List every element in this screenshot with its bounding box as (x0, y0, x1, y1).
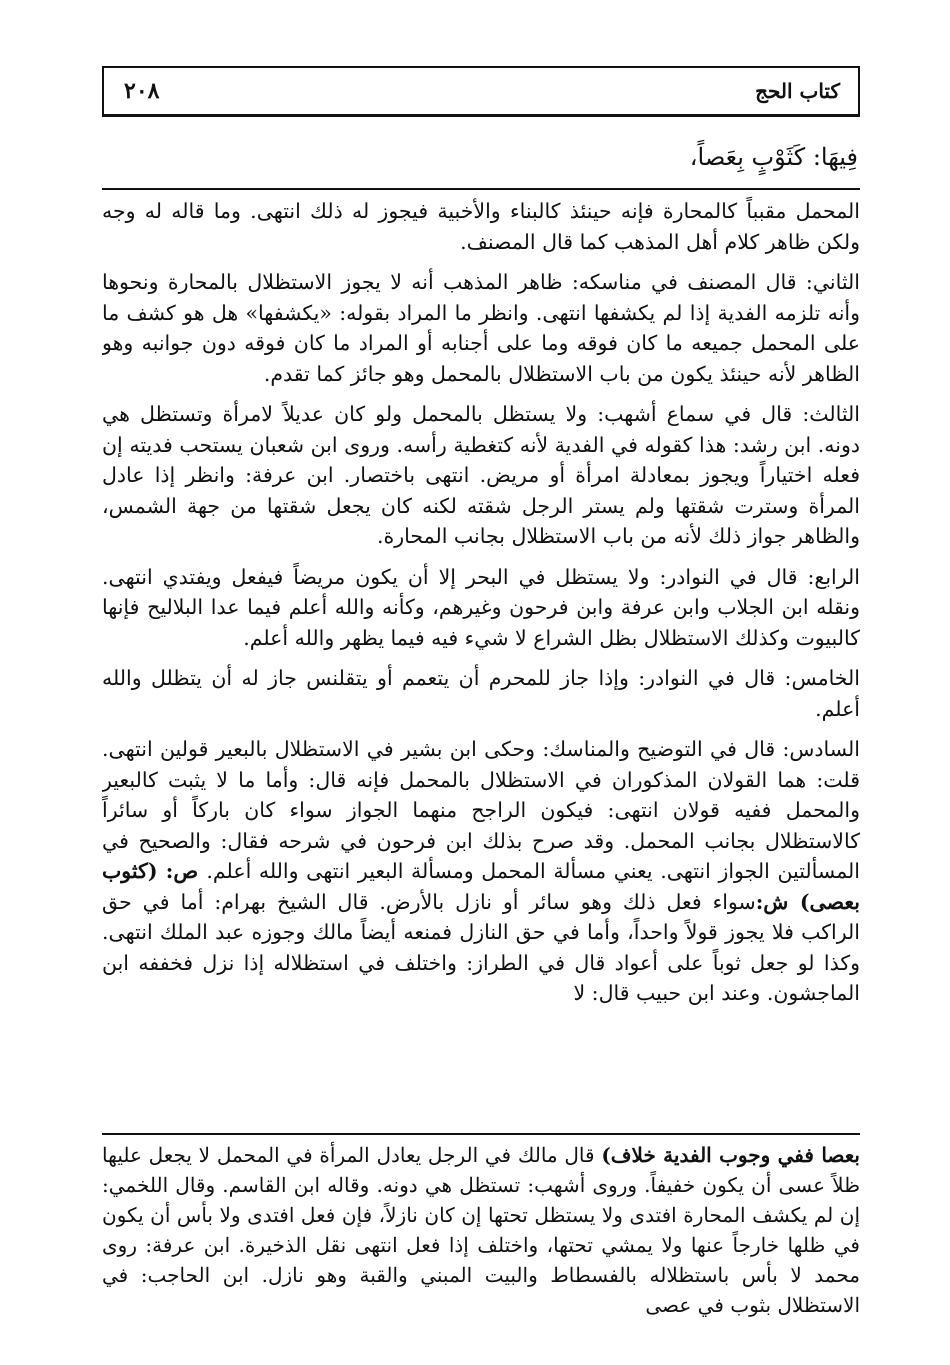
running-header (102, 66, 860, 117)
footnote-text: قال مالك في الرجل يعادل المرأة في المحمل لا يجعل عليها ظلاً عسى أن يكون خفيفاً. وروى أشهب: تستظل هي دونه. وقاله ابن القاسم. وقال اللخمي: إن لم يكشف المحارة افتدى ولا يستظل تحتها إن كان نازلاً، فإن فعل افتدى ولا بأس أن يكون في ظلها خارجاً عنها ولا يمشي تحتها، واختلف إذا فعل انتهى نقل الذخيرة. ابن عرفة: روى محمد لا بأس باستظلاله بالفسطاط والبيت المبني والقبة وهو نازل. ابن الحاجب: في الاستظلال بثوب في عصى (102, 1143, 860, 1317)
book-title: كتاب الحج (755, 79, 840, 103)
paragraph: الخامس: قال في النوادر: وإذا جاز للمحرم أن يتعمم أو يتقلنس جاز له أن يتظلل والله أعلم. (102, 666, 860, 721)
footnote-lead: بعصا ففي وجوب الفدية خلاف) (601, 1143, 860, 1167)
paragraph: الثاني: قال المصنف في مناسكه: ظاهر المذهب أنه لا يجوز الاستظلال بالمحارة ونحوها وأنه تلزمه الفدية إذا لم يكشفها انتهى. وانظر ما المراد بقوله: «يكشفها» هل هو كشف ما على المحمل جميعه ما كان فوقه وما على أجنابه أو المراد ما كان فوقه دون جوانبه وهو الظاهر لأنه حينئذ يكون من باب الاستظلال بالمحمل وهو جائز كما تقدم. (102, 270, 860, 386)
divider-top (102, 188, 860, 190)
matn-verse: فِيهَا: كَثَوْبٍ بِعَصاً، (689, 143, 858, 171)
paragraph: الرابع: قال في النوادر: ولا يستظل في البحر إلا أن يكون مريضاً فيفعل ويفتدي انتهى. ونقله ابن الجلاب وابن عرفة وابن فرحون وغيرهم، وكأنه والله أعلم فيما عدا البلاليح فإنها كالبيوت وكذلك الاستظلال بظل الشراع لا شيء فيه فيما يظهر والله أعلم. (102, 564, 860, 650)
paragraph: الثالث: قال في سماع أشهب: ولا يستظل بالمحمل ولو كان عديلاً لامرأة وتستظل هي دونه. ابن رشد: هذا كقوله في الفدية لأنه كتغطية رأسه. وروى ابن شعبان يستحب فديته إن فعله اختياراً ويجوز بمعادلة امرأة أو مريض. انتهى باختصار. ابن عرفة: وانظر إذا عادل المرأة وسترت شقتها ولم يستر الرجل شقته لكنه كان يجعل شقتها من جهة الشمس، والظاهر جواز ذلك لأنه من باب الاستظلال بجانب المحارة. (102, 402, 860, 548)
divider-footnote (102, 1133, 860, 1135)
paragraph-text: السادس: قال في التوضيح والمناسك: وحكى ابن بشير في الاستظلال بالبعير قولين انتهى. قلت: هما القولان المذكوران في الاستظلال بالمحمل فإنه قال: وأما ما لا يثبت كالبعير والمحمل ففيه قولان انتهى: فيكون الراجح منهما الجواز سواء كان باركاً أو سائراً كالاستظلال بجانب المحمل. وقد صرح بذلك ابن فرحون في شرحه فقال: والصحيح في المسألتين الجواز انتهى. يعني مسألة المحمل ومسألة البعير انتهى والله أعلم. (102, 737, 860, 883)
main-commentary (102, 196, 860, 1126)
footnote-paragraph (102, 1140, 860, 1320)
page-number: ٢٠٨ (124, 78, 160, 104)
paragraph-text: سواء فعل ذلك وهو سائر أو نازل بالأرض. قال الشيخ بهرام: أما في حق الراكب فلا يجوز قولاً واحداً، وأما في حق النازل فمنعه أيضاً مالك وجوزه عبد الملك انتهى. وكذا لو جعل ثوباً على أعواد قال في الطراز: واختلف في استظلاله إذا نزل فخففه ابن الماجشون. وعند ابن حبيب قال: لا (102, 889, 860, 1005)
sad-shin-marker: ص: (كثوب بعصى) ش: (102, 859, 860, 914)
paragraph: المحمل مقبباً كالمحارة فإنه حينئذ كالبناء والأخبية فيجوز له ذلك انتهى. وما قاله له وجه ولكن ظاهر كلام أهل المذهب كما قال المصنف. (102, 199, 860, 254)
footnote-section (102, 1140, 860, 1345)
paragraph (102, 734, 860, 1009)
